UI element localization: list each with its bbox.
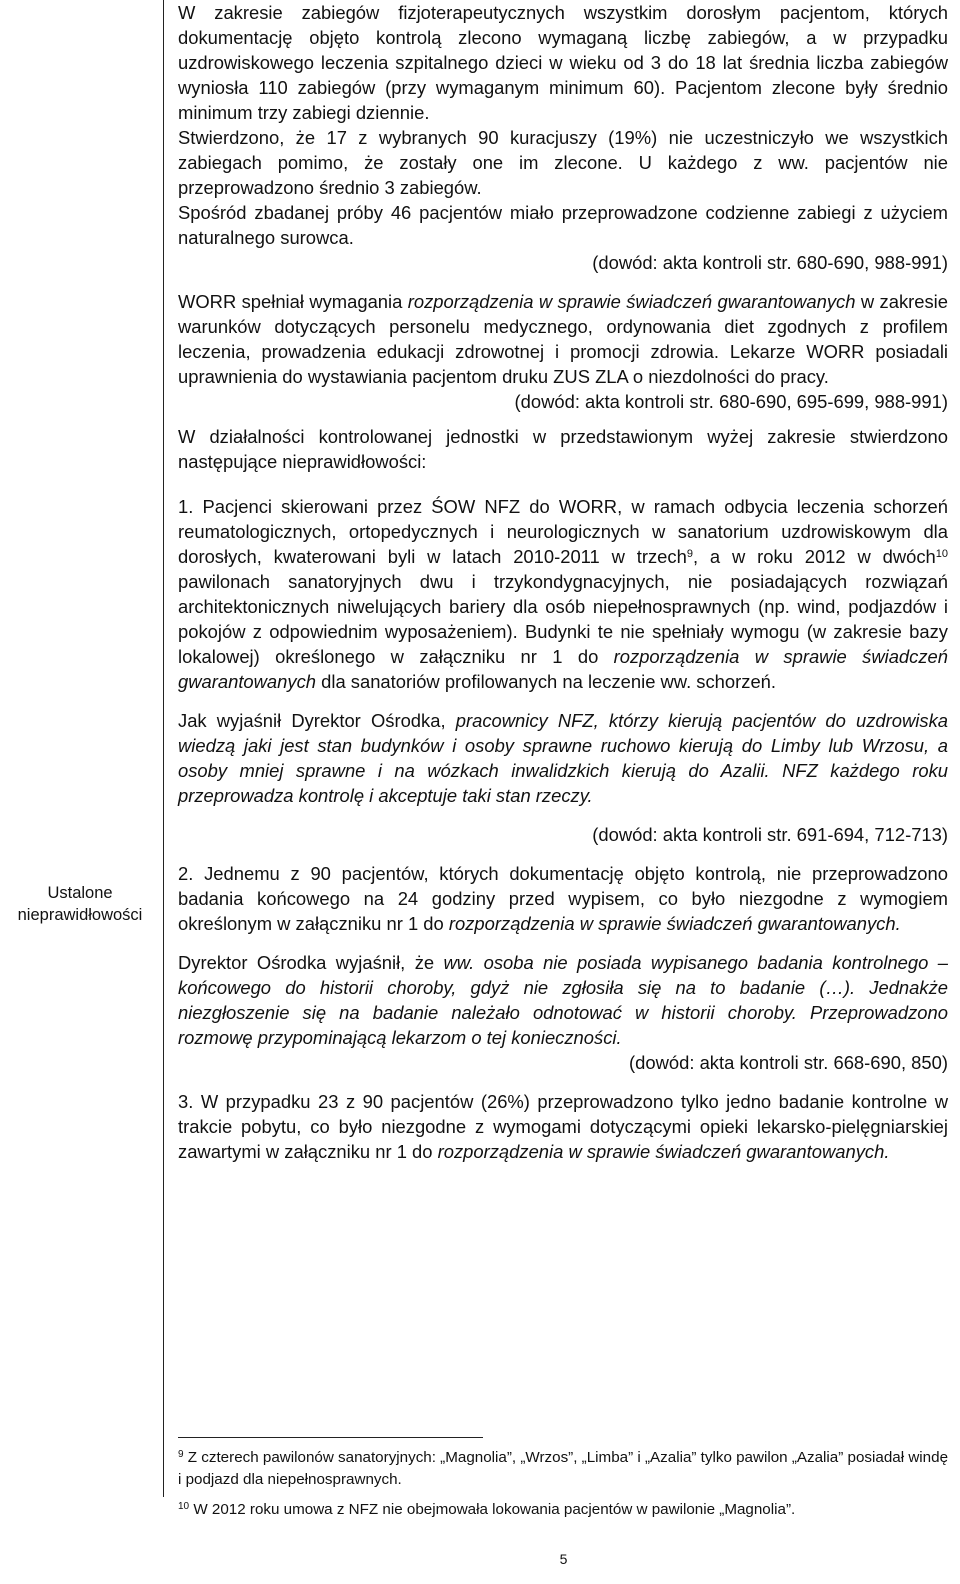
- footnote-9: $^9$ Z czterech pawilonów sanatoryjnych: „Magnolia”, „Wrzos”, „Limba” i „Azalia” tylko pawilon „Azalia” posiadał windę i podjazd dla niepełnosprawnych.: [178, 1449, 949, 1488]
- paragraph-irregularities-intro: W działalności kontrolowanej jednostki w przedstawionym wyżej zakresie stwierdzono następujące nieprawidłowości:: [178, 426, 948, 472]
- main-text: [178, 0, 948, 1164]
- section-label-line2: nieprawidłowości: [17, 906, 143, 924]
- paragraph-treatments: W zakresie zabiegów fizjoterapeutycznych wszystkim dorosłym pacjentom, których dokumentację objęto kontrolą zlecono wymaganą liczbę zabiegów, a w przypadku uzdrowiskowego leczenia szpitalnego dzieci w wieku od 3 do 18 lat średnia liczba zabiegów wyniosła 110 zabiegów (przy wymaganym minimum 60). Pacjentom zlecone były średnio minimum trzy zabiegi dziennie.: [178, 2, 948, 123]
- footnote-divider: [178, 1437, 483, 1438]
- paragraph-director-explanation-1: Jak wyjaśnił Dyrektor Ośrodka, pracownicy NFZ, którzy kierują pacjentów do uzdrowiska wiedzą jaki jest stan budynków i osoby sprawne ruchowo kierują do Limby lub Wrzosu, a osoby mniej sprawne i na wózkach inwalidzkich kierują do Azalii. NFZ każdego roku przeprowadza kontrolę i akceptuje taki stan rzeczy.: [178, 710, 948, 806]
- footnote-ref-10: 10: [935, 548, 948, 560]
- footnote-ref-9: 9: [686, 548, 693, 560]
- paragraph-attendance: Stwierdzono, że 17 z wybranych 90 kuracjuszy (19%) nie uczestniczyło we wszystkich zabiegach pomimo, że zostały one im zlecone. U każdego z ww. pacjentów nie przeprowadzono średnio 3 zabiegów.: [178, 127, 948, 198]
- paragraph-finding-1: 1. Pacjenci skierowani przez ŚOW NFZ do WORR, w ramach odbycia leczenia schorzeń reumatologicznych, ortopedycznych i neurologicznych w sanatorium uzdrowiskowym dla dorosłych, kwaterowani byli w latach 2010-2011 w trzech$^9$, a w roku 2012 w dwóch$^{10}$ pawilonach sanatoryjnych dwu i trzykondygnacyjnych, nie posiadających rozwiązań architektonicznych niwelujących bariery dla osób niepełnosprawnych (np. wind, podjazdów i pokojów z odpowiednim wyposażeniem). Budynki te nie spełniały wymogu (w zakresie bazy lokalowej) określonego w załączniku nr 1 do rozporządzenia w sprawie świadczeń gwarantowanych dla sanatoriów profilowanych na leczenie ww. schorzeń.: [178, 496, 948, 692]
- footnotes: [178, 1447, 948, 1529]
- paragraph-finding-3: 3. W przypadku 23 z 90 pacjentów (26%) przeprowadzono tylko jedno badanie kontrolne w trakcie pobytu, co było niezgodne z wymogami dotyczącymi opieki lekarsko-pielęgniarskiej zawartymi w załączniku nr 1 do rozporządzenia w sprawie świadczeń gwarantowanych.: [178, 1091, 948, 1162]
- section-label-line1: Ustalone: [47, 884, 113, 902]
- page-number: 5: [559, 1551, 568, 1567]
- paragraph-worr-requirements: WORR spełniał wymagania rozporządzenia w sprawie świadczeń gwarantowanych w zakresie warunków dotyczących personelu medycznego, ordynowania diet zgodnych z profilem leczenia, prowadzenia edukacji zdrowotnej i promocji zdrowia. Lekarze WORR posiadali uprawnienia do wystawiania pacjentom druku ZUS ZLA o niezdolności do pracy.: [178, 291, 949, 387]
- paragraph-natural-resources: Spośród zbadanej próby 46 pacjentów miało przeprowadzone codzienne zabiegi z użyciem naturalnego surowca.: [178, 202, 948, 248]
- paragraph-director-explanation-2: Dyrektor Ośrodka wyjaśnił, że ww. osoba nie posiada wypisanego badania kontrolnego – końcowego do historii choroby, gdyż nie zgłosiła się na to badanie (…). Jednakże niezgłoszenie się na badanie należało odnotować w historii choroby. Przeprowadzono rozmowę przypominającą lekarzom o tej konieczności.: [178, 952, 948, 1048]
- evidence-citation-3: (dowód: akta kontroli str. 691-694, 712-713): [592, 824, 948, 845]
- evidence-citation-2: (dowód: akta kontroli str. 680-690, 695-699, 988-991): [514, 391, 948, 412]
- evidence-citation-1: (dowód: akta kontroli str. 680-690, 988-991): [592, 252, 948, 273]
- section-label: [0, 882, 160, 926]
- sidebar-divider: [163, 0, 164, 1497]
- footnote-10: $^{10}$ W 2012 roku umowa z NFZ nie obejmowała lokowania pacjentów w pawilonie „Magnolia”.: [178, 1501, 796, 1518]
- paragraph-finding-2: 2. Jednemu z 90 pacjentów, których dokumentację objęto kontrolą, nie przeprowadzono badania końcowego na 24 godziny przed wypisem, co było niezgodne z wymogiem określonym w załączniku nr 1 do rozporządzenia w sprawie świadczeń gwarantowanych.: [178, 863, 948, 934]
- evidence-citation-4: (dowód: akta kontroli str. 668-690, 850): [629, 1052, 948, 1073]
